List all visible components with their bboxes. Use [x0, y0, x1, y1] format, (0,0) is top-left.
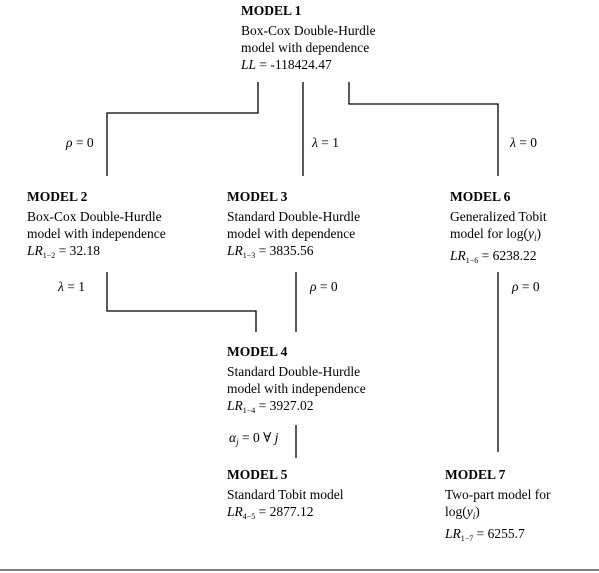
model-4-stat-label: LR [227, 398, 243, 413]
model-3-title: MODEL 3 [227, 189, 288, 204]
model-7-stat-op: = [473, 526, 488, 541]
model-5-stat-op: = [255, 504, 270, 519]
model-6-stat-sub: 1−6 [465, 256, 479, 265]
model-1 [241, 2, 376, 73]
model-1-desc-line1: Box-Cox Double-Hurdle [241, 23, 376, 38]
model-4-title: MODEL 4 [227, 344, 288, 359]
model-2-stat-value: 32.18 [69, 243, 101, 258]
condition-m2-m4-op: = [63, 279, 79, 294]
model-7-stat-value: 6255.7 [487, 526, 525, 541]
model-3-desc-line2: model with dependence [227, 226, 356, 241]
condition-m2-m4-symbol: λ [58, 279, 64, 294]
condition-m6-m7-value: 0 [532, 279, 540, 294]
model-3-stat-sub: 1−3 [242, 251, 256, 260]
model-2-desc-line1: Box-Cox Double-Hurdle [27, 209, 162, 224]
edge-m1-m6 [349, 82, 498, 176]
model-6-stat [450, 247, 547, 269]
model-6 [450, 188, 547, 269]
model-3-desc-line1: Standard Double-Hurdle [227, 209, 361, 224]
model-1-stat-label: LL [241, 57, 257, 72]
condition-m6-m7-symbol: ρ [512, 279, 519, 294]
condition-m1-m2-op: = [72, 135, 87, 150]
model-5-title: MODEL 5 [227, 467, 288, 482]
condition-m4-m5 [229, 430, 278, 447]
condition-m3-m4-symbol: ρ [310, 279, 317, 294]
condition-m1-m6-value: 0 [530, 135, 537, 150]
model-3-stat-op: = [255, 243, 270, 258]
condition-m1-m6-symbol: λ [510, 135, 516, 150]
model-6-desc-line1: Generalized Tobit [450, 209, 547, 224]
condition-m3-m4-op: = [316, 279, 331, 294]
model-4-stat-value: 3927.02 [269, 398, 314, 413]
model-6-log-var: y [528, 226, 534, 241]
condition-m3-m4 [310, 279, 338, 295]
model-5-desc-line1: Standard Tobit model [227, 487, 344, 502]
condition-m1-m3-symbol: λ [312, 135, 318, 150]
model-6-log-fn: log( [506, 226, 528, 241]
model-4-stat-op: = [255, 398, 270, 413]
model-3-stat-label: LR [227, 243, 243, 258]
condition-m4-m5-sub: j [236, 437, 239, 447]
model-7-stat-sub: 1−7 [460, 534, 474, 543]
model-5 [227, 466, 344, 525]
model-4-stat [227, 397, 366, 419]
condition-m6-m7 [512, 279, 540, 295]
model-7-desc-line1: Two-part model for [445, 487, 551, 502]
model-5-stat-sub: 4−5 [242, 512, 256, 521]
model-6-log-close: ) [536, 226, 542, 241]
model-6-title: MODEL 6 [450, 189, 511, 204]
edge-m1-m2 [107, 82, 258, 176]
model-6-desc-line2 [450, 225, 547, 247]
condition-m4-m5-op: = [238, 430, 253, 445]
condition-m2-m4-value: 1 [78, 279, 85, 294]
condition-m4-m5-value: 0 [252, 430, 260, 445]
model-7-log-sub: i [472, 511, 476, 521]
condition-m4-m5-var: j [274, 430, 279, 445]
model-4-desc-line1: Standard Double-Hurdle [227, 364, 361, 379]
model-2-stat [27, 242, 166, 264]
model-2 [27, 188, 166, 264]
model-2-stat-label: LR [27, 243, 43, 258]
model-5-stat-value: 2877.12 [269, 504, 314, 519]
model-7-stat-label: LR [445, 526, 461, 541]
condition-m2-m4 [58, 279, 85, 295]
model-7-stat [445, 525, 551, 547]
condition-m1-m2-value: 0 [86, 135, 94, 150]
model-6-stat-value: 6238.22 [492, 248, 537, 263]
condition-m1-m3-value: 1 [332, 135, 339, 150]
condition-m1-m6-op: = [515, 135, 531, 150]
model-1-stat-value: -118424.47 [270, 57, 332, 72]
model-2-desc-line2: model with independence [27, 226, 166, 241]
model-4-stat-sub: 1−4 [242, 406, 256, 415]
model-7-desc-line2 [445, 503, 551, 525]
model-7-title: MODEL 7 [445, 467, 506, 482]
condition-m6-m7-op: = [518, 279, 533, 294]
condition-m1-m6 [510, 135, 537, 151]
model-7 [445, 466, 551, 547]
model-7-log-close: ) [475, 504, 480, 519]
condition-m3-m4-value: 0 [330, 279, 338, 294]
model-3-stat [227, 242, 360, 264]
model-6-desc-prefix: model for [450, 226, 507, 241]
model-2-stat-op: = [55, 243, 70, 258]
model-7-log-fn: log( [445, 504, 467, 519]
model-3 [227, 188, 360, 264]
model-1-title: MODEL 1 [241, 3, 302, 18]
condition-m1-m3 [312, 135, 339, 151]
edge-m2-m4 [107, 272, 256, 332]
model-6-stat-op: = [478, 248, 493, 263]
model-5-stat-label: LR [227, 504, 243, 519]
model-6-stat-label: LR [450, 248, 466, 263]
condition-m4-m5-symbol: α [229, 430, 237, 445]
model-1-stat [241, 56, 376, 73]
model-1-desc-line2: model with dependence [241, 40, 370, 55]
condition-m1-m2-symbol: ρ [66, 135, 73, 150]
condition-m1-m3-op: = [317, 135, 333, 150]
model-1-stat-op: = [256, 57, 271, 72]
model-2-title: MODEL 2 [27, 189, 88, 204]
model-2-stat-sub: 1−2 [42, 251, 56, 260]
model-4-desc-line2: model with independence [227, 381, 366, 396]
model-3-stat-value: 3835.56 [269, 243, 314, 258]
model-5-stat [227, 503, 344, 525]
model-6-log-sub: i [534, 233, 537, 243]
condition-m1-m2 [66, 135, 94, 151]
model-7-log-var: y [466, 504, 473, 519]
condition-m4-m5-quantifier: ∀ [259, 430, 275, 445]
model-4 [227, 343, 366, 419]
